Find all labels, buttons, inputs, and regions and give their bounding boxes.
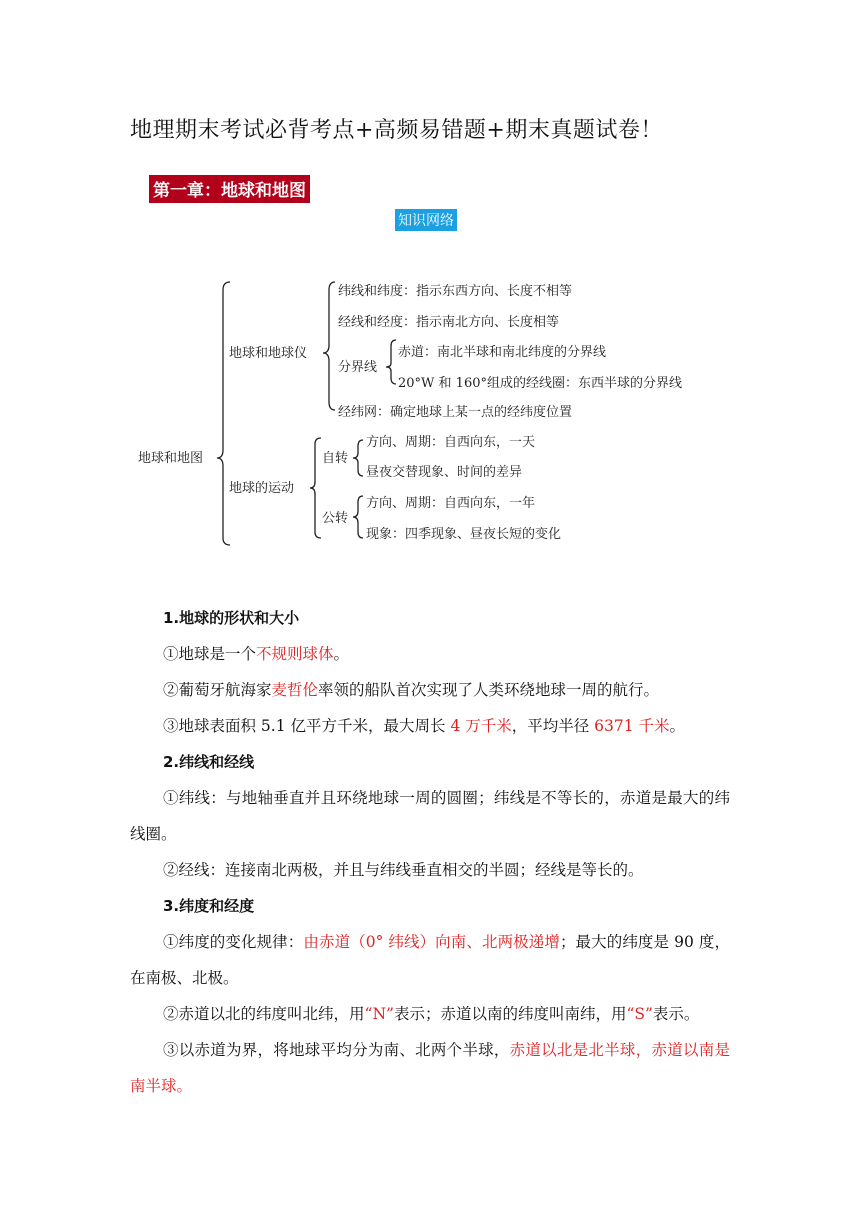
highlight: 麦哲伦 [271, 681, 319, 699]
mindmap-lat-line: 纬线和纬度：指示东西方向、长度不相等 [338, 284, 573, 299]
mindmap-rotation-item-2: 昼夜交替现象、时间的差异 [366, 465, 523, 480]
paragraph: ①纬线：与地轴垂直并且环绕地球一周的圆圈；纬线是不等长的，赤道是最大的纬线圈。 [130, 789, 730, 843]
paragraph: ②经线：连接南北两极，并且与纬线垂直相交的半圆；经线是等长的。 [163, 861, 644, 879]
highlight: 赤道以北是北半球，赤道以南是南半球。 [130, 1041, 730, 1095]
mindmap-node-revolution: 公转 [322, 511, 349, 526]
section-heading: 3.纬度和经度 [163, 897, 255, 915]
paragraph: ③地球表面积 5.1 亿平方千米，最大周长 4 万千米，平均半径 6371 千米。 [163, 717, 686, 735]
mindmap-meridian: 20°W 和 160°组成的经线圈：东西半球的分界线 [398, 376, 682, 391]
highlight: “S” [626, 1005, 653, 1023]
mindmap-node-boundary: 分界线 [338, 360, 378, 375]
content-body [130, 600, 730, 1104]
mindmap-node-rotation: 自转 [322, 451, 349, 466]
section-heading: 1.地球的形状和大小 [163, 609, 300, 627]
mindmap-equator: 赤道：南北半球和南北纬度的分界线 [398, 345, 607, 360]
knowledge-mindmap [130, 270, 730, 550]
paragraph: ②赤道以北的纬度叫北纬，用“N”表示；赤道以南的纬度叫南纬，用“S”表示。 [163, 1005, 700, 1023]
paragraph: ①地球是一个不规则球体。 [163, 645, 350, 663]
highlight: 4 万千米 [450, 717, 512, 735]
knowledge-network-label: 知识网络 [395, 209, 457, 231]
chapter-heading: 第一章：地球和地图 [149, 175, 310, 203]
paragraph: ②葡萄牙航海家麦哲伦率领的船队首次实现了人类环绕地球一周的航行。 [163, 681, 660, 699]
page-title: 地理期末考试必背考点+高频易错题+期末真题试卷！ [130, 118, 663, 143]
mindmap-rotation-item-1: 方向、周期：自西向东，一天 [366, 435, 536, 450]
mindmap-root: 地球和地图 [138, 451, 204, 466]
highlight: 6371 千米 [594, 717, 670, 735]
mindmap-lon-line: 经线和经度：指示南北方向、长度相等 [338, 315, 560, 330]
mindmap-node-motion: 地球的运动 [229, 481, 295, 496]
highlight: 不规则球体 [256, 645, 334, 663]
mindmap-revolution-item-1: 方向、周期：自西向东，一年 [366, 496, 536, 511]
highlight: “N” [364, 1005, 394, 1023]
mindmap-grid: 经纬网：确定地球上某一点的经纬度位置 [338, 405, 573, 420]
mindmap-node-globe: 地球和地球仪 [229, 346, 308, 361]
section-heading: 2.纬线和经线 [163, 753, 255, 771]
highlight: 由赤道（0° 纬线）向南、北两极递增 [303, 933, 560, 951]
mindmap-revolution-item-2: 现象：四季现象、昼夜长短的变化 [366, 527, 562, 542]
paragraph: ①纬度的变化规律：由赤道（0° 纬线）向南、北两极递增；最大的纬度是 90 度，在南极、北极。 [130, 933, 730, 987]
paragraph: ③以赤道为界，将地球平均分为南、北两个半球，赤道以北是北半球，赤道以南是南半球。 [130, 1041, 730, 1095]
